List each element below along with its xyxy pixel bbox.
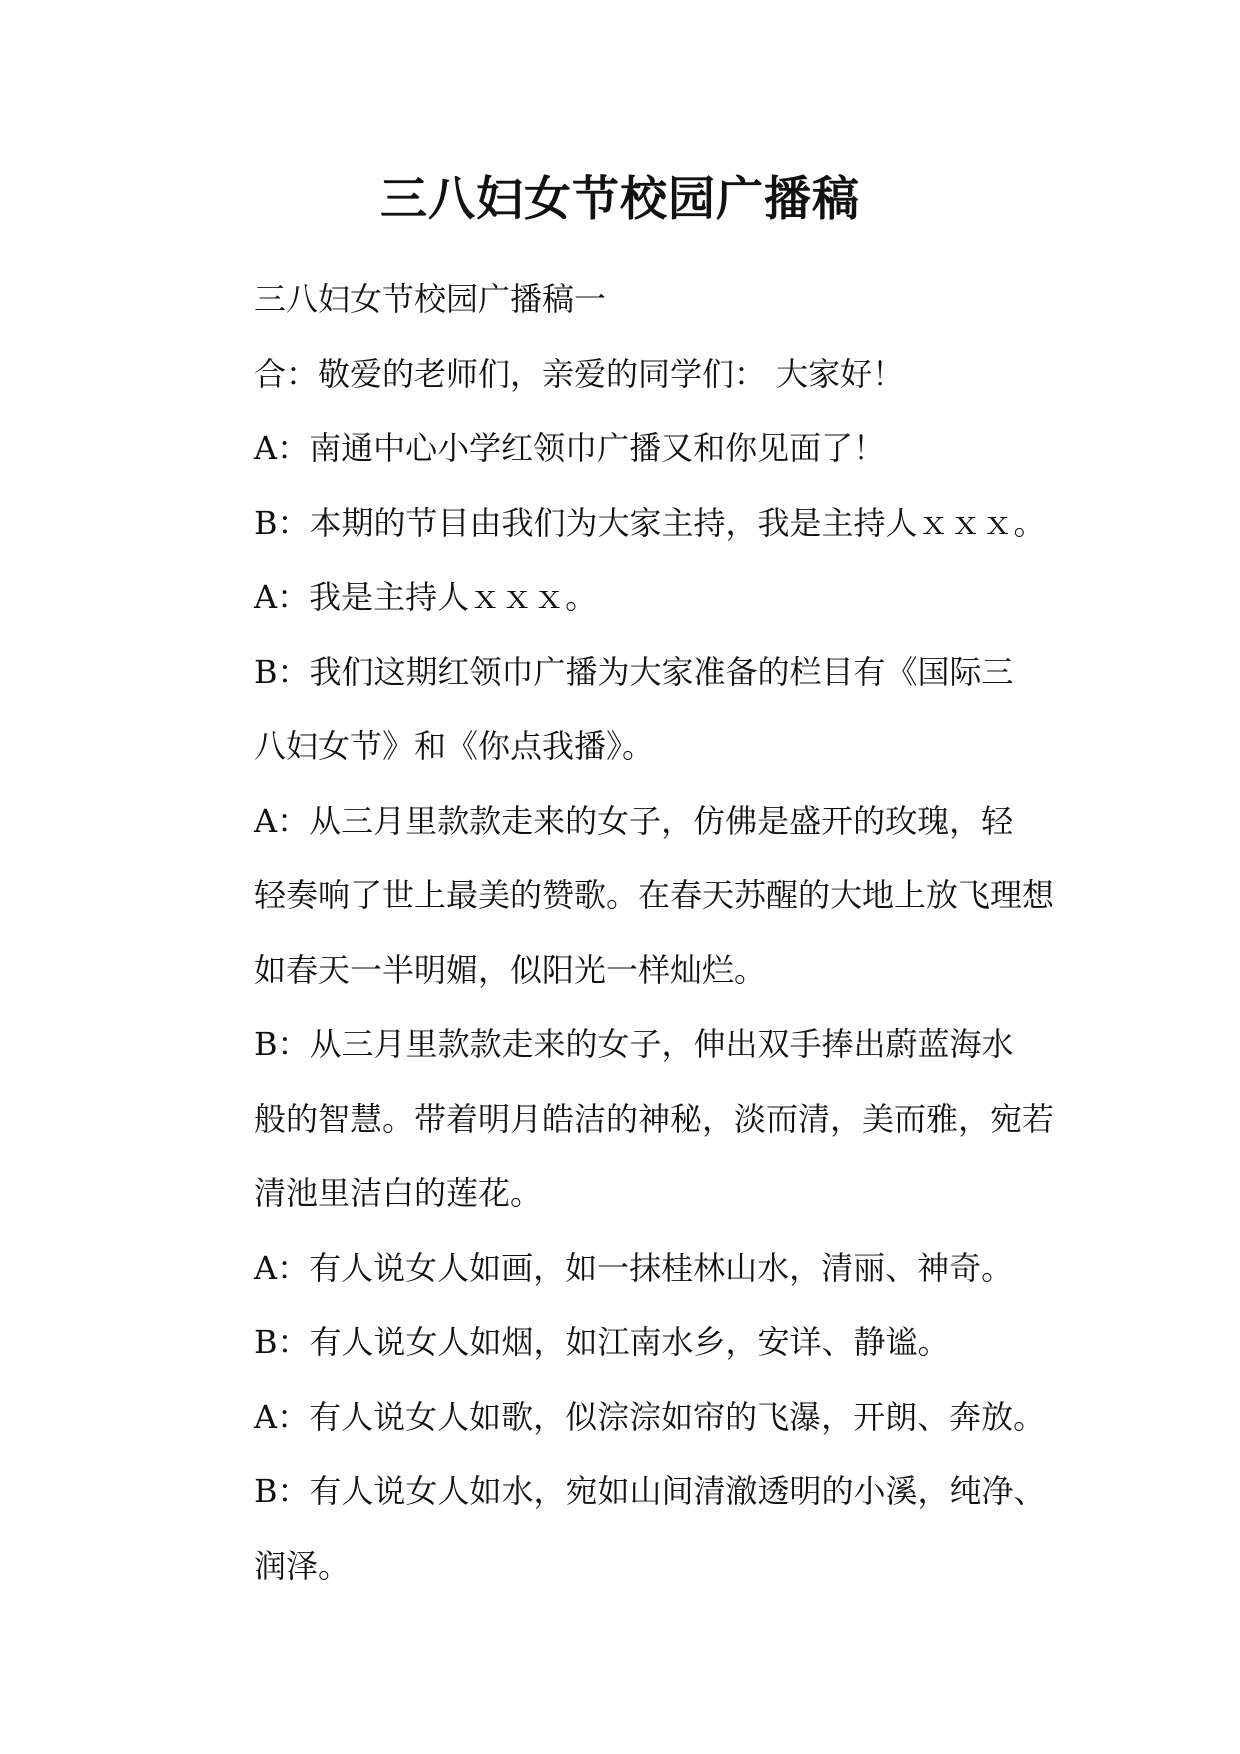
paragraph: [188, 784, 1068, 1008]
paragraph-line: B：本期的节目由我们为大家主持，我是主持人ｘｘｘ。: [254, 503, 1046, 542]
paragraph: [188, 1380, 1068, 1455]
paragraph-line: B：有人说女人如水，宛如山间清澈透明的小溪，纯净、: [254, 1472, 1046, 1510]
paragraph: [188, 486, 1068, 561]
paragraph-line: A：从三月里款款走来的女子，仿佛是盛开的玫瑰，轻: [254, 801, 1014, 840]
paragraph: [188, 1305, 1068, 1380]
paragraph: [188, 1007, 1068, 1231]
paragraph: [188, 1231, 1068, 1306]
paragraph: [188, 337, 1068, 412]
paragraph-line: 般的智慧。带着明月皓洁的神秘，淡而清，美而雅，宛若: [254, 1099, 1055, 1138]
paragraph-line: B：我们这期红领巾广播为大家准备的栏目有《国际三: [254, 652, 1014, 691]
paragraph-line: B：从三月里款款走来的女子，伸出双手捧出蔚蓝海水: [254, 1025, 1014, 1063]
document-body: [188, 262, 1068, 1603]
paragraph: [188, 411, 1068, 486]
paragraph: [188, 1454, 1068, 1603]
paragraph-line: A：有人说女人如歌，似淙淙如帘的飞瀑，开朗、奔放。: [254, 1397, 1046, 1436]
paragraph-line: 如春天一半明媚，似阳光一样灿烂。: [254, 950, 767, 989]
paragraph-line: 润泽。: [254, 1546, 351, 1585]
paragraph-line: 轻奏响了世上最美的赞歌。在春天苏醒的大地上放飞理想: [254, 876, 1055, 914]
paragraph-line: 清池里洁白的莲花。: [254, 1174, 543, 1212]
paragraph: [188, 560, 1068, 635]
paragraph-line: 三八妇女节校园广播稿一: [254, 280, 607, 318]
paragraph-line: A：有人说女人如画，如一抹桂林山水，清丽、神奇。: [254, 1248, 1014, 1287]
paragraph: [188, 635, 1068, 784]
paragraph-line: A：南通中心小学红领巾广播又和你见面了！: [254, 429, 886, 467]
document-title: 三八妇女节校园广播稿: [380, 172, 860, 227]
paragraph: [188, 262, 1068, 337]
paragraph-line: B：有人说女人如烟，如江南水乡，安详、静谧。: [254, 1323, 950, 1361]
paragraph-line: A：我是主持人ｘｘｘ。: [254, 578, 598, 616]
paragraph-line: 八妇女节》和《你点我播》。: [254, 727, 655, 765]
paragraph-line: 合：敬爱的老师们，亲爱的同学们： 大家好！: [254, 354, 905, 393]
